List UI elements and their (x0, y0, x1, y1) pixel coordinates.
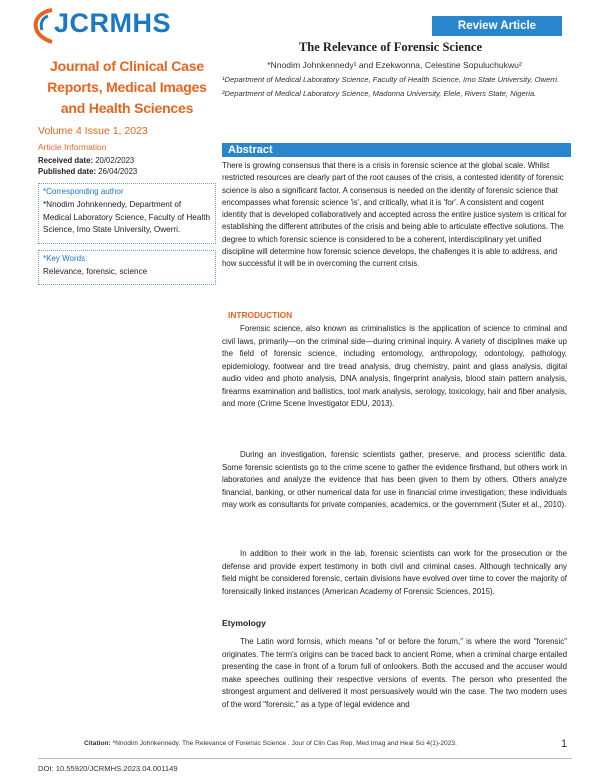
citation (84, 740, 554, 747)
published-date: 26/04/2023 (98, 166, 138, 176)
received-label: Received date: (38, 156, 94, 165)
keywords-text: Relevance, forensic, science (43, 266, 148, 276)
volume-issue: Volume 4 Issue 1, 2023 (38, 125, 148, 137)
paragraph-1: Forensic science, also known as criminalistics is the application of science to criminal and civil laws, primarily—on the criminal side—during criminal inquiry. A variety of disciplines make up the field of forensic science, including entomology, anthropology, odontology, pathology, epidemiology, footwear and tire tread analysis, drug chemistry, paint and glass analysis, digital audio video and photo analysis, DNA analysis, fingerprint analysis, blood stain pattern analysis, firearms examination and ballistics, tool mark analysis, serology, toxicology, hair and fiber analysis, and more (Crime Scene Investigator EDU, 2013). (222, 324, 567, 408)
citation-label: Citation: (84, 740, 111, 747)
sidebar (38, 56, 216, 285)
article-type-badge: Review Article (432, 16, 562, 36)
affiliation-1: ¹Department of Medical Laboratory Science, Faculty of Health Science, Imo State University, Owerri. (222, 75, 560, 84)
footer-divider (38, 758, 572, 759)
article-info-label: Article Information (38, 142, 107, 152)
corresponding-author-box (38, 183, 216, 244)
page-number: 1 (561, 738, 568, 750)
author-block (222, 60, 567, 100)
journal-logo (30, 4, 220, 48)
abstract-heading: Abstract (222, 143, 571, 157)
keywords-label: *Key Words: (43, 253, 88, 263)
corresponding-author-label: *Corresponding author (43, 187, 124, 196)
paragraph-4: The Latin word fornsis, which means "of or before the forum," is where the word "forensic" originates. The term's origins can be traced back to ancient Rome, when a criminal charge entailed presenting the case in front of a forum full of onlookers. Both the accused and the accuser would make speeches outlining their respective versions of events. The person who presented the strongest argument and delivered it most persuasively would win the case. The two modern uses of the word "forensic," as a type of legal evidence and (222, 637, 567, 709)
author-names: *Nnodim Johnkennedy¹ and Ezekwonna, Celestine Sopuluchukwu² (267, 60, 522, 70)
citation-text: *Nnodim Johnkennedy. The Relevance of Forensic Science . Jour of Clin Cas Rep, Med Imag and Heal Sci 4(1)-2023. (110, 740, 457, 747)
introduction-heading: INTRODUCTION (228, 310, 293, 320)
abstract-text: There is growing consensus that there is a crisis in forensic science at the global scale. Whilst restricted resources are clearly part of the root causes of the crisis, a contested identity of forensic science is also a significant factor. A consensus is needed on the identity of forensic science that encompasses what forensic science 'is', and critically, what it is 'for'. A consistent and cogent identity that is developed collaboratively and accepted across the entire justice system is critical for establishing the different attributes of the crisis and being able to articulate effective solutions. The degree to which forensic science is considered to be a coherent, interdisciplinary yet unified discipline will determine how forensic science develops, the challenges it is able to address, and how successful it will be in overcoming the current crisis. (222, 161, 567, 269)
doi: DOI: 10.55920/JCRMHS.2023.04.001149 (38, 764, 178, 773)
paragraph-2: During an investigation, forensic scientists gather, preserve, and process scientific data. Some forensic scientists go to the crime scene to gather the evidence firsthand, but others work in laboratories and analyze the evidence that has been given to them by others. Others analyze financial, banking, or other numerical data for use in financial crime investigation; these individuals may work as consultants for private companies, academics, or the government (Suter et al., 2010). (222, 450, 567, 509)
logo-swoosh-icon (30, 6, 56, 46)
journal-name: Journal of Clinical Case Reports, Medical Images and Health Sciences (47, 58, 207, 116)
keywords-box (38, 250, 216, 286)
article-title: The Relevance of Forensic Science (298, 40, 483, 54)
received-date: 20/02/2023 (95, 156, 135, 165)
etymology-heading: Etymology (222, 618, 266, 628)
article-dates (38, 156, 216, 177)
logo-text: JCRMHS (54, 8, 172, 38)
affiliation-2: ²Department of Medical Laboratory Science, Madonna University, Elele, Rivers State, Nigeria. (222, 89, 537, 98)
paragraph-3: In addition to their work in the lab, forensic scientists can work for the prosecution or the defense and provide expert testimony in both civil and criminal cases. Although technically any field might be considered forensic, certain divisions have evolved over time to cover the majority of forensically linked instances (American Academy of Forensic Sciences, 2015). (222, 549, 567, 596)
corresponding-author-text: *Nnodim Johnkennedy, Department of Medical Laboratory Science, Faculty of Health Science, Imo State University, Owerri. (43, 200, 211, 234)
published-label: Published date: (38, 166, 97, 176)
